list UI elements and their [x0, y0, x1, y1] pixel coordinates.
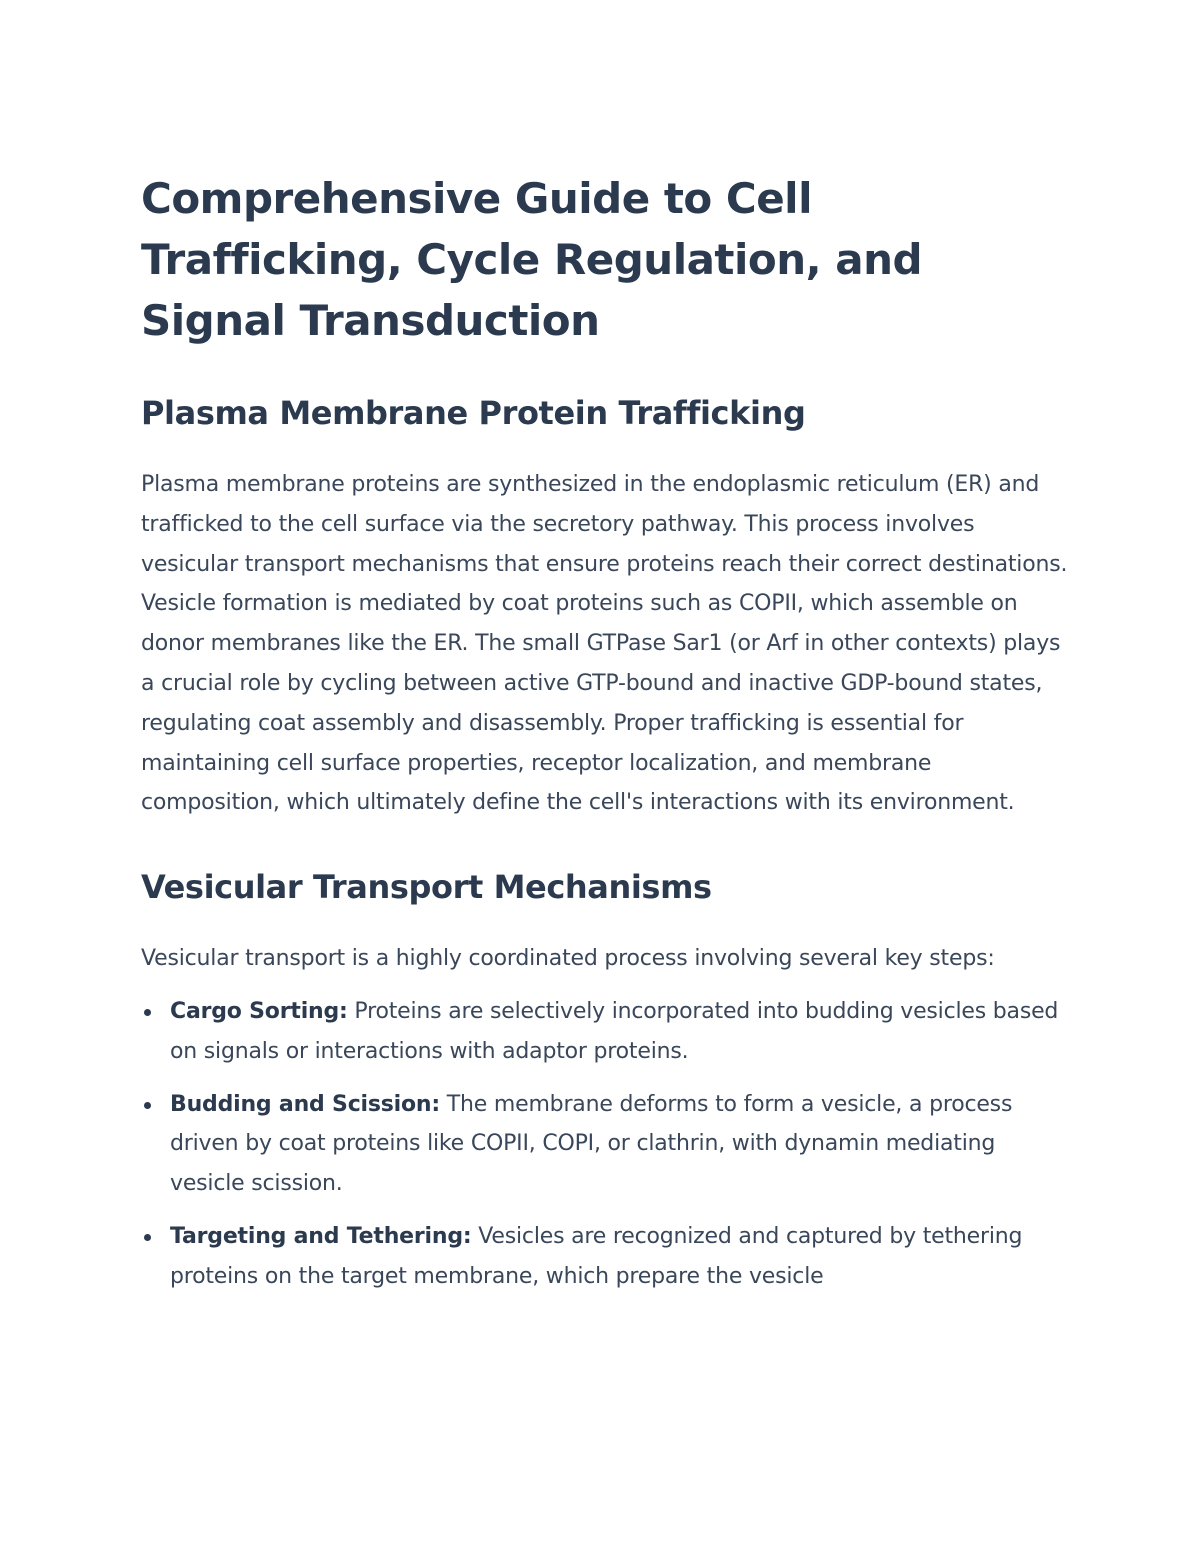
- list-item-term: Targeting and Tethering:: [170, 1223, 472, 1249]
- list-item-term: Budding and Scission:: [170, 1091, 440, 1117]
- page-title: Comprehensive Guide to Cell Trafficking, Cycle Regulation, and Signal Transduction: [141, 174, 923, 345]
- steps-list: [141, 992, 1071, 1297]
- section-heading-plasma-membrane: Plasma Membrane Protein Trafficking: [141, 394, 806, 432]
- section-paragraph-vesicular-transport: Vesicular transport is a highly coordinated process involving several key steps:: [141, 946, 995, 972]
- section-paragraph-plasma-membrane: Plasma membrane proteins are synthesized in the endoplasmic reticulum (ER) and trafficked to the cell surface via the secretory pathway. This process involves vesicular transport mechanisms that ensure proteins reach their correct destinations. Vesicle formation is mediated by coat proteins such as COPII, which assemble on donor membranes like the ER. The small GTPase Sar1 (or Arf in other contexts) plays a crucial role by cycling between active GTP-bound and inactive GDP-bound states, regulating coat assembly and disassembly. Proper trafficking is essential for maintaining cell surface properties, receptor localization, and membrane composition, which ultimately define the cell's interactions with its environment.: [141, 472, 1068, 816]
- bullet-icon: [144, 1102, 151, 1109]
- list-item-text: Vesicles are recognized and captured by tethering proteins on the target membrane, which prepare the vesicle: [170, 1223, 1023, 1289]
- document-page: [141, 168, 1071, 1310]
- list-item-text: The membrane deforms to form a vesicle, a process driven by coat proteins like COPII, COPI, or clathrin, with dynamin mediating vesicle scission.: [170, 1091, 1013, 1197]
- list-item: [141, 1085, 1071, 1204]
- list-item: [141, 992, 1071, 1072]
- list-item-text: Proteins are selectively incorporated into budding vesicles based on signals or interactions with adaptor proteins.: [170, 998, 1059, 1064]
- list-item: [141, 1217, 1071, 1297]
- bullet-icon: [144, 1234, 151, 1241]
- section-heading-vesicular-transport: Vesicular Transport Mechanisms: [141, 868, 712, 907]
- bullet-icon: [144, 1009, 151, 1016]
- list-item-term: Cargo Sorting:: [170, 998, 348, 1024]
